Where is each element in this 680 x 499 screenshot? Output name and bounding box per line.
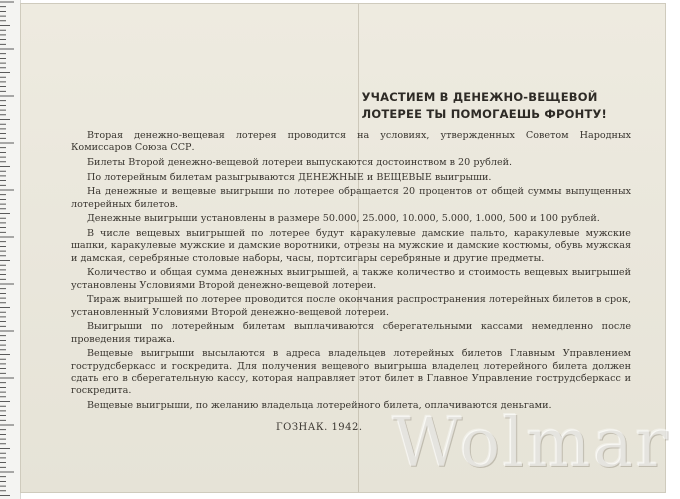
slogan-line-1: УЧАСТИЕМ В ДЕНЕЖНО-ВЕЩЕВОЙ <box>361 90 598 104</box>
terms-paragraph-5: Денежные выигрыши установлены в размере 50.000, 25.000, 10.000, 5.000, 1.000, 500 и 100 рублей. <box>87 213 600 225</box>
terms-paragraph-3: По лотерейным билетам разыгрываются ДЕНЕЖНЫЕ и ВЕЩЕВЫЕ выигрыши. <box>87 171 492 183</box>
printer-imprint: ГОЗНАК. 1942. <box>276 422 363 433</box>
terms-paragraph-6: В числе вещевых выигрышей по лотерее будут каракулевые дамские пальто, каракулевые мужские шапки, каракулевые мужские и дамские воротники, отрезы на мужские и дамские костюмы, обувь мужская и дамская, серебряные столовые наборы, часы, портсигары серебряные и другие предметы. <box>71 227 631 264</box>
terms-paragraph-1: Вторая денежно-вещевая лотерея проводится на условиях, утвержденных Советом Народных Комиссаров Союза ССР. <box>71 130 631 154</box>
watermark: Wolmar <box>392 404 670 483</box>
terms-paragraph-7: Количество и общая сумма денежных выигрышей, а также количество и стоимость вещевых выигрышей установлены Условиями Второй денежно-вещевой лотереи. <box>71 267 631 291</box>
ruler-ticks <box>0 0 20 499</box>
slogan-line-2: ЛОТЕРЕЕ ТЫ ПОМОГАЕШЬ ФРОНТУ! <box>361 107 607 121</box>
terms-paragraph-2: Билеты Второй денежно-вещевой лотереи выпускаются достоинством в 20 рублей. <box>87 157 513 168</box>
terms-paragraph-4: На денежные и вещевые выигрыши по лотерее обращается 20 процентов от общей суммы выпущенных лотерейных билетов. <box>71 186 631 210</box>
terms-paragraph-9: Выигрыши по лотерейным билетам выплачиваются сберегательными кассами немедленно после проведения тиража. <box>71 321 631 345</box>
terms-paragraph-10: Вещевые выигрыши высылаются в адреса владельцев лотерейных билетов Главным Управлением гострудсберкасс и госкредита. Для получения вещевого выигрыша владелец лотерейного билета должен сдать его в сберегательную кассу, которая направляет этот билет в Главное Управление гострудсберкасс и госкредита. <box>71 348 631 397</box>
lottery-terms <box>71 130 631 415</box>
measurement-ruler <box>0 0 21 499</box>
terms-paragraph-11: Вещевые выигрыши, по желанию владельца лотерейного билета, оплачиваются деньгами. <box>87 400 552 411</box>
terms-paragraph-8: Тираж выигрышей по лотерее проводится после окончания распространения лотерейных билетов в срок, установленный Условиями Второй денежно-вещевой лотереи. <box>71 294 631 318</box>
slogan-heading <box>362 89 607 123</box>
